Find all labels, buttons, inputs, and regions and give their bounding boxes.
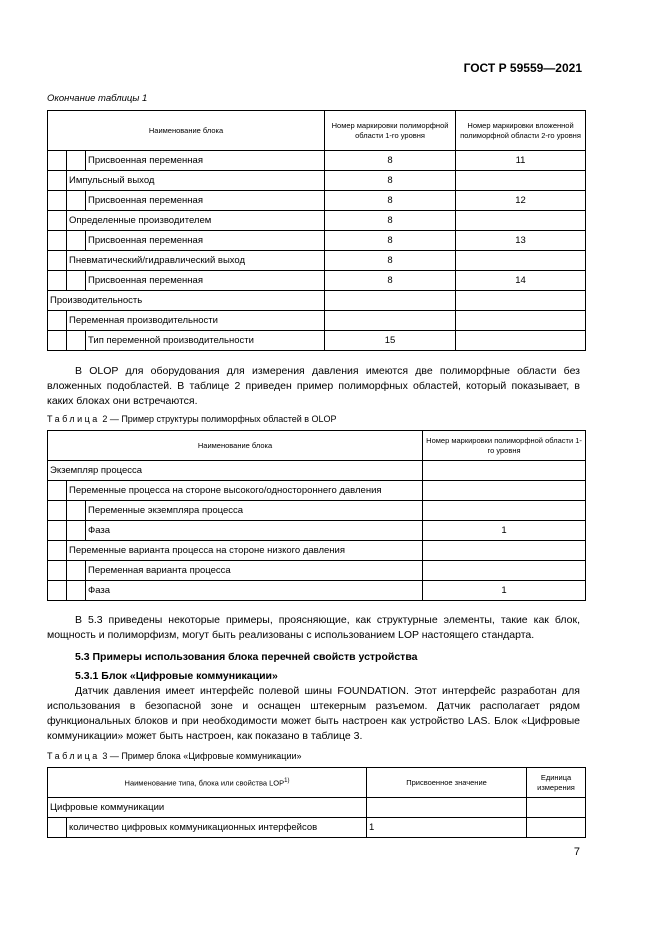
table3-caption: Таблица 3 — Пример блока «Цифровые коммуникации»	[47, 751, 302, 761]
table3	[47, 767, 586, 838]
table2-caption: Таблица 2 — Пример структуры полиморфных областей в OLOP	[47, 414, 337, 424]
table-row: Пневматический/гидравлический выход 8	[48, 251, 586, 271]
table-row: Переменные экземпляра процесса	[48, 501, 586, 521]
table-row: Определенные производителем 8	[48, 211, 586, 231]
table1-caption: Окончание таблицы 1	[47, 93, 148, 104]
table-row: Фаза 1	[48, 521, 586, 541]
table-row: Импульсный выход 8	[48, 171, 586, 191]
table-row: Переменные варианта процесса на стороне низкого давления	[48, 541, 586, 561]
section-heading-5-3-1: 5.3.1 Блок «Цифровые коммуникации»	[75, 670, 278, 682]
standard-number: ГОСТ Р 59559—2021	[463, 61, 582, 75]
table-row: Переменные процесса на стороне высокого/одностороннего давления	[48, 481, 586, 501]
table-row: Присвоенная переменная 8 14	[48, 271, 586, 291]
table2	[47, 430, 586, 601]
table-row: количество цифровых коммуникационных интерфейсов 1	[48, 818, 586, 838]
section-heading-5-3: 5.3 Примеры использования блока перечней свойств устройства	[75, 651, 418, 663]
table-row: Цифровые коммуникации	[48, 798, 586, 818]
table-row: Присвоенная переменная 8 11	[48, 151, 586, 171]
table-row: Присвоенная переменная 8 12	[48, 191, 586, 211]
table-row: Экземпляр процесса	[48, 461, 586, 481]
table-row: Тип переменной производительности 15	[48, 331, 586, 351]
table-row: Производительность	[48, 291, 586, 311]
paragraph-sensor: Датчик давления имеет интерфейс полевой шины FOUNDATION. Этот интерфейс разработан для использования в безопасной зоне и оснащен штекерным разъемом. Датчик располагает рядом функциональных блоков и при необходимости может быть настроен как устройство LAS. Блок «Цифровые коммуникации» может быть настроен, как показано в таблице 3.	[47, 685, 580, 742]
table1-header-level1: Номер маркировки полиморфной области 1-го уровня	[325, 111, 456, 151]
table-row: Присвоенная переменная 8 13	[48, 231, 586, 251]
table2-header-level1: Номер маркировки полиморфной области 1-го уровня	[423, 431, 586, 461]
table1-header-level2: Номер маркировки вложенной полиморфной области 2-го уровня	[456, 111, 586, 151]
table-row: Переменная варианта процесса	[48, 561, 586, 581]
table2-header-name: Наименование блока	[48, 431, 423, 461]
paragraph-olop: В OLOP для оборудования для измерения давления имеются две полиморфные области без вложенных подобластей. В таблице 2 приведен пример полиморфных областей, который показывает, в каких блоках они встречаются.	[47, 365, 580, 407]
table-row: Переменная производительности	[48, 311, 586, 331]
table1	[47, 110, 586, 351]
table-row: Фаза 1	[48, 581, 586, 601]
table1-header-name: Наименование блока	[48, 111, 325, 151]
page-number: 7	[573, 846, 580, 858]
table3-header-value: Присвоенное значение	[367, 768, 527, 798]
table3-header-unit: Единица измерения	[527, 768, 586, 798]
paragraph-examples: В 5.3 приведены некоторые примеры, проясняющие, как структурные элементы, такие как блок, мощность и полиморфизм, могут быть реализованы с использованием LOP настоящего стандарта.	[47, 614, 580, 641]
table3-header-name: Наименование типа, блока или свойства LOP$^{1)}$	[48, 768, 367, 798]
